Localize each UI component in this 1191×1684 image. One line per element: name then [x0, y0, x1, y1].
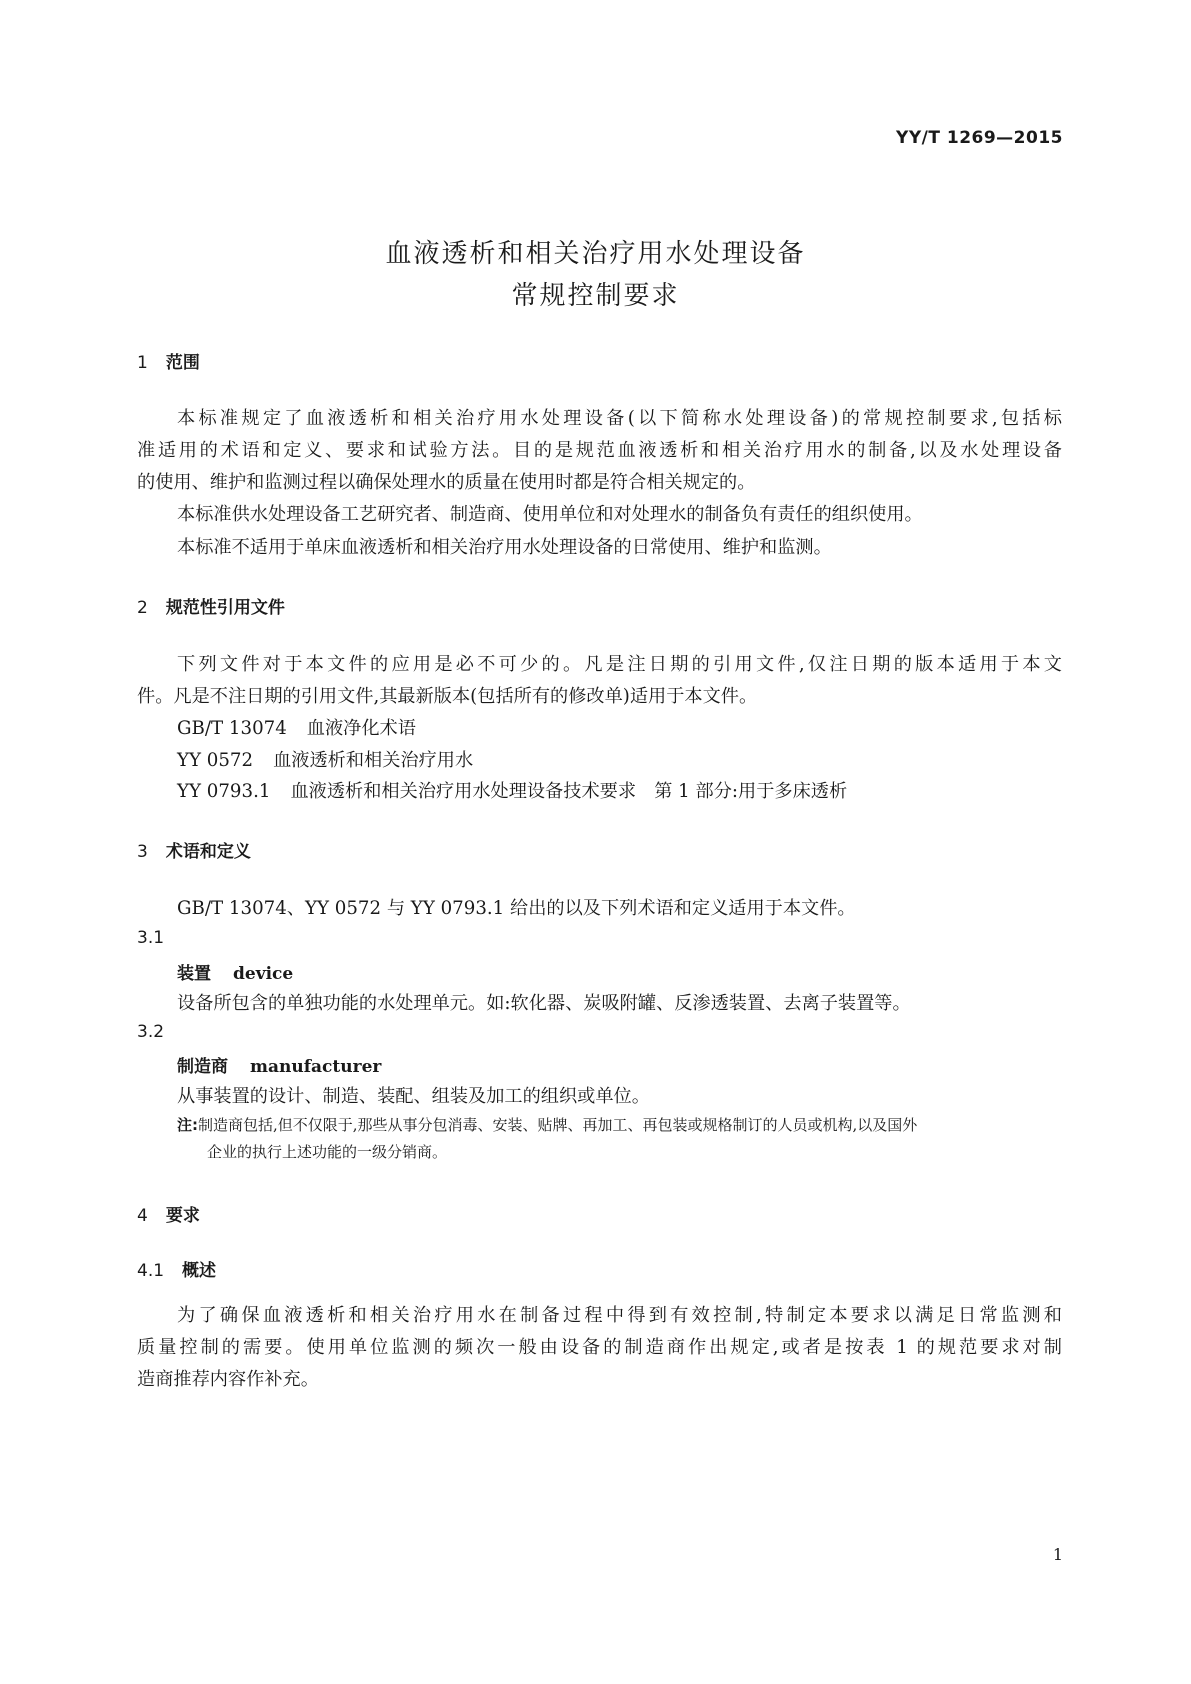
section-number: 1 [137, 353, 148, 373]
sec4-paragraph-line: 质量控制的需要。使用单位监测的频次一般由设备的制造商作出规定,或者是按表 1 的规范要求对制 [137, 1337, 1062, 1358]
term-number: 3.1 [137, 928, 165, 948]
term-chinese: 装置 [177, 964, 211, 984]
sec2-paragraph-line: 下列文件对于本文件的应用是必不可少的。凡是注日期的引用文件,仅注日期的版本适用于本文 [177, 654, 1062, 675]
section-3-heading [137, 837, 251, 862]
note-label: 注: [177, 1116, 198, 1134]
section-2-heading [137, 593, 285, 618]
term-chinese: 制造商 [177, 1057, 228, 1077]
sec1-paragraph-line: 的使用、维护和监测过程以确保处理水的质量在使用时都是符合相关规定的。 [137, 472, 756, 493]
normative-reference [177, 714, 416, 740]
reference-code: YY 0793.1 [177, 781, 271, 802]
term-definition: 设备所包含的单独功能的水处理单元。如:软化器、炭吸附罐、反渗透装置、去离子装置等。 [177, 993, 911, 1014]
reference-title: 血液透析和相关治疗用水处理设备技术要求 第 1 部分:用于多床透析 [290, 781, 848, 802]
sec4-paragraph-line: 造商推荐内容作补充。 [137, 1369, 319, 1390]
subsection-4-1-heading [137, 1256, 216, 1281]
term-english: device [233, 964, 294, 984]
sec1-paragraph: 本标准供水处理设备工艺研究者、制造商、使用单位和对处理水的制备负有责任的组织使用。 [177, 504, 923, 525]
section-number: 3 [137, 842, 148, 862]
section-number: 4 [137, 1206, 148, 1226]
section-title: 要求 [165, 1206, 200, 1226]
section-number: 2 [137, 598, 148, 618]
term-entry [177, 959, 293, 984]
normative-reference [177, 777, 847, 803]
section-title: 规范性引用文件 [165, 598, 285, 618]
sec1-paragraph-line: 准适用的术语和定义、要求和试验方法。目的是规范血液透析和相关治疗用水的制备,以及水处理设备 [137, 440, 1062, 461]
reference-code: GB/T 13074 [177, 718, 287, 739]
page-number: 1 [1052, 1545, 1063, 1564]
term-entry [177, 1052, 381, 1077]
subsection-number: 4.1 [137, 1261, 165, 1281]
section-4-heading [137, 1201, 200, 1226]
sec1-paragraph: 本标准不适用于单床血液透析和相关治疗用水处理设备的日常使用、维护和监测。 [177, 537, 832, 558]
reference-title: 血液净化术语 [306, 718, 416, 739]
reference-code: YY 0572 [177, 750, 254, 771]
term-note-continuation: 企业的执行上述功能的一级分销商。 [207, 1143, 448, 1161]
note-text: 制造商包括,但不仅限于,那些从事分包消毒、安装、贴牌、再加工、再包装或规格制订的人员或机构,以及国外 [198, 1116, 918, 1134]
section-title: 术语和定义 [165, 842, 251, 862]
reference-title: 血液透析和相关治疗用水 [273, 750, 474, 771]
normative-reference [177, 746, 473, 772]
sec4-paragraph-line: 为了确保血液透析和相关治疗用水在制备过程中得到有效控制,特制定本要求以满足日常监测和 [177, 1305, 1062, 1326]
subsection-title: 概述 [182, 1261, 217, 1281]
term-english: manufacturer [250, 1057, 382, 1077]
sec1-paragraph-line: 本标准规定了血液透析和相关治疗用水处理设备(以下简称水处理设备)的常规控制要求,包括标 [177, 408, 1062, 429]
section-1-heading [137, 348, 200, 373]
document-title-line2: 常规控制要求 [511, 281, 680, 311]
term-note [177, 1114, 917, 1135]
document-title-line1: 血液透析和相关治疗用水处理设备 [385, 239, 806, 269]
sec3-intro: GB/T 13074、YY 0572 与 YY 0793.1 给出的以及下列术语和定义适用于本文件。 [177, 898, 856, 919]
term-number: 3.2 [137, 1022, 165, 1042]
term-definition: 从事装置的设计、制造、装配、组装及加工的组织或单位。 [177, 1086, 650, 1107]
standard-code: YY/T 1269—2015 [896, 128, 1063, 148]
section-title: 范围 [165, 353, 200, 373]
sec2-paragraph-line: 件。凡是不注日期的引用文件,其最新版本(包括所有的修改单)适用于本文件。 [137, 686, 758, 707]
